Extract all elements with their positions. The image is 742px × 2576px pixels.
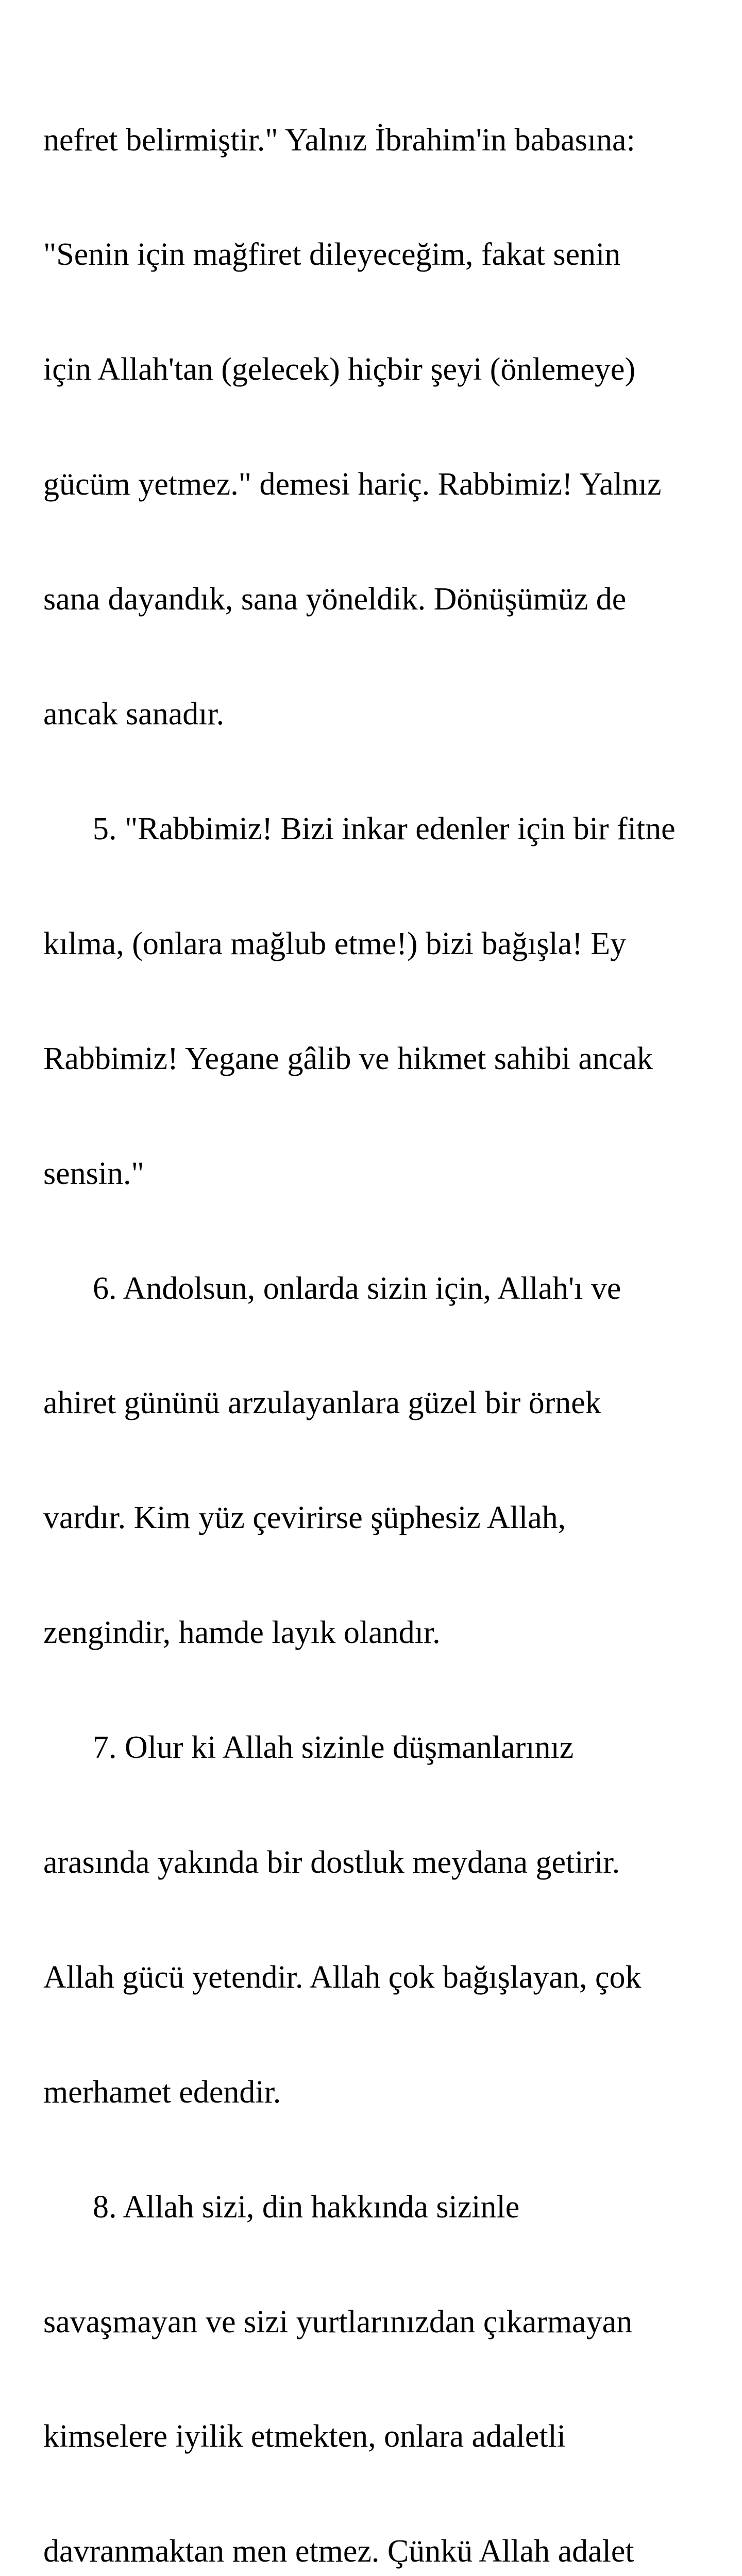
verse-6-start: 6. Andolsun, onlarda sizin için, Allah'ı ve <box>93 1270 621 1306</box>
text-line: savaşmayan ve sizi yurtlarınızdan çıkarmayan <box>43 2304 633 2340</box>
text-line: merhamet edendir. <box>43 2074 281 2110</box>
text-line: kılma, (onlara mağlub etme!) bizi bağışla! Ey <box>43 926 627 961</box>
text-line: zengindir, hamde layık olandır. <box>43 1615 441 1651</box>
text-line: davranmaktan men etmez. Çünkü Allah adalet <box>43 2534 634 2569</box>
verse-5-start: 5. "Rabbimiz! Bizi inkar edenler için bir fitne <box>93 811 676 846</box>
text-line: Allah gücü yetendir. Allah çok bağışlayan, çok <box>43 1959 642 1995</box>
verse-8-start: 8. Allah sizi, din hakkında sizinle <box>93 2189 520 2225</box>
text-line: kimselere iyilik etmekten, onlara adaletli <box>43 2419 566 2454</box>
text-line: sensin." <box>43 1156 144 1191</box>
text-line: gücüm yetmez." demesi hariç. Rabbimiz! Yalnız <box>43 467 662 502</box>
text-line: ahiret gününü arzulayanlara güzel bir örnek <box>43 1385 601 1421</box>
text-line: Rabbimiz! Yegane gâlib ve hikmet sahibi ancak <box>43 1041 653 1076</box>
text-line: arasında yakında bir dostluk meydana getirir. <box>43 1844 620 1880</box>
text-line: sana dayandık, sana yöneldik. Dönüşümüz de <box>43 582 627 617</box>
text-line: nefret belirmiştir." Yalnız İbrahim'in babasına: <box>43 122 635 158</box>
body-text <box>43 44 723 2576</box>
verse-7-start: 7. Olur ki Allah sizinle düşmanlarınız <box>93 1730 574 1766</box>
text-line: için Allah'tan (gelecek) hiçbir şeyi (önlemeye) <box>43 352 636 387</box>
text-line: ancak sanadır. <box>43 697 225 732</box>
text-line: "Senin için mağfiret dileyeceğim, fakat senin <box>43 237 621 273</box>
text-line: vardır. Kim yüz çevirirse şüphesiz Allah, <box>43 1500 566 1536</box>
